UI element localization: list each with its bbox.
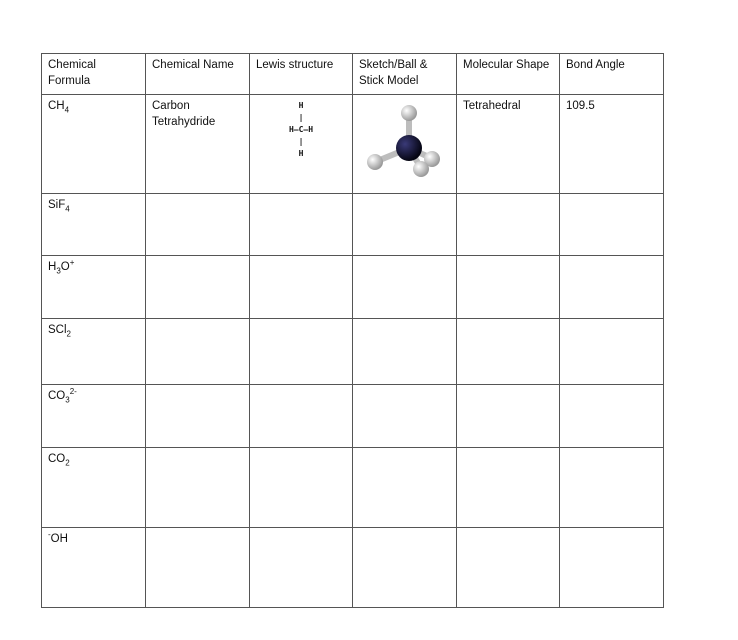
ball-stick-cell xyxy=(353,319,457,385)
header-chemical-name: Chemical Name xyxy=(146,54,250,95)
lewis-structure-cell xyxy=(250,95,353,194)
header-bond-angle: Bond Angle xyxy=(560,54,664,95)
formula-cell xyxy=(42,319,146,385)
formula-sif4: SiF$_4$ xyxy=(48,199,70,214)
header-ball-stick-model: Sketch/Ball & Stick Model xyxy=(353,54,457,95)
carbon-atom xyxy=(396,135,422,161)
ball-stick-cell xyxy=(353,95,457,194)
lewis-structure-ch4: H | H—C—H | H xyxy=(288,101,314,158)
molecular-shape-cell xyxy=(457,528,560,608)
molecule-table xyxy=(41,53,664,608)
table-row xyxy=(42,256,664,319)
chemical-name-cell xyxy=(146,256,250,319)
lewis-structure-cell xyxy=(250,256,353,319)
lewis-structure-cell xyxy=(250,194,353,256)
ball-stick-cell xyxy=(353,256,457,319)
chemical-name-cell xyxy=(146,528,250,608)
molecular-shape-cell xyxy=(457,448,560,528)
hydrogen-atom xyxy=(367,154,383,170)
lewis-structure-cell xyxy=(250,448,353,528)
header-chemical-formula: Chemical Formula xyxy=(42,54,146,95)
formula-oh: -OH xyxy=(48,530,68,545)
header-molecular-shape: Molecular Shape xyxy=(457,54,560,95)
ball-stick-cell xyxy=(353,385,457,448)
table-row xyxy=(42,528,664,608)
hydrogen-atom xyxy=(413,161,429,177)
formula-ch4: $CH_4$ xyxy=(48,100,70,115)
header-lewis-structure: Lewis structure xyxy=(250,54,353,95)
table-row xyxy=(42,448,664,528)
bond-angle-cell xyxy=(560,319,664,385)
lewis-structure-cell xyxy=(250,319,353,385)
molecular-shape-cell xyxy=(457,194,560,256)
bond-angle-cell xyxy=(560,448,664,528)
bond-angle-cell xyxy=(560,528,664,608)
formula-h3o: $H_3O^+$ xyxy=(48,258,75,276)
chemical-name-cell xyxy=(146,448,250,528)
bond-angle-cell xyxy=(560,256,664,319)
molecular-shape-cell xyxy=(457,319,560,385)
formula-scl2: SCl$_2$ xyxy=(48,324,71,339)
ball-stick-cell xyxy=(353,448,457,528)
table-row xyxy=(42,385,664,448)
bond-angle-cell xyxy=(560,385,664,448)
table-row xyxy=(42,194,664,256)
lewis-structure-cell xyxy=(250,385,353,448)
table-row xyxy=(42,319,664,385)
table-row xyxy=(42,95,664,194)
chemical-name-cell xyxy=(146,319,250,385)
ball-stick-cell xyxy=(353,194,457,256)
formula-cell xyxy=(42,528,146,608)
formula-cell xyxy=(42,194,146,256)
chemical-name-cell xyxy=(146,194,250,256)
formula-cell xyxy=(42,256,146,319)
bond-angle-cell xyxy=(560,194,664,256)
header-row xyxy=(42,54,664,95)
molecular-shape-cell xyxy=(457,385,560,448)
lewis-structure-cell xyxy=(250,528,353,608)
chemical-name-cell: Carbon Tetrahydride xyxy=(146,95,250,194)
molecular-shape-cell xyxy=(457,256,560,319)
formula-cell xyxy=(42,95,146,194)
chemical-name-cell xyxy=(146,385,250,448)
ball-stick-model-ch4 xyxy=(361,100,449,184)
ball-stick-cell xyxy=(353,528,457,608)
hydrogen-atom xyxy=(401,105,417,121)
formula-co3: $CO_3^{2-}$ xyxy=(48,387,77,405)
formula-co2: $CO_2$ xyxy=(48,453,70,468)
formula-cell xyxy=(42,448,146,528)
formula-cell xyxy=(42,385,146,448)
bond-angle-cell: 109.5 xyxy=(560,95,664,194)
molecular-shape-cell: Tetrahedral xyxy=(457,95,560,194)
